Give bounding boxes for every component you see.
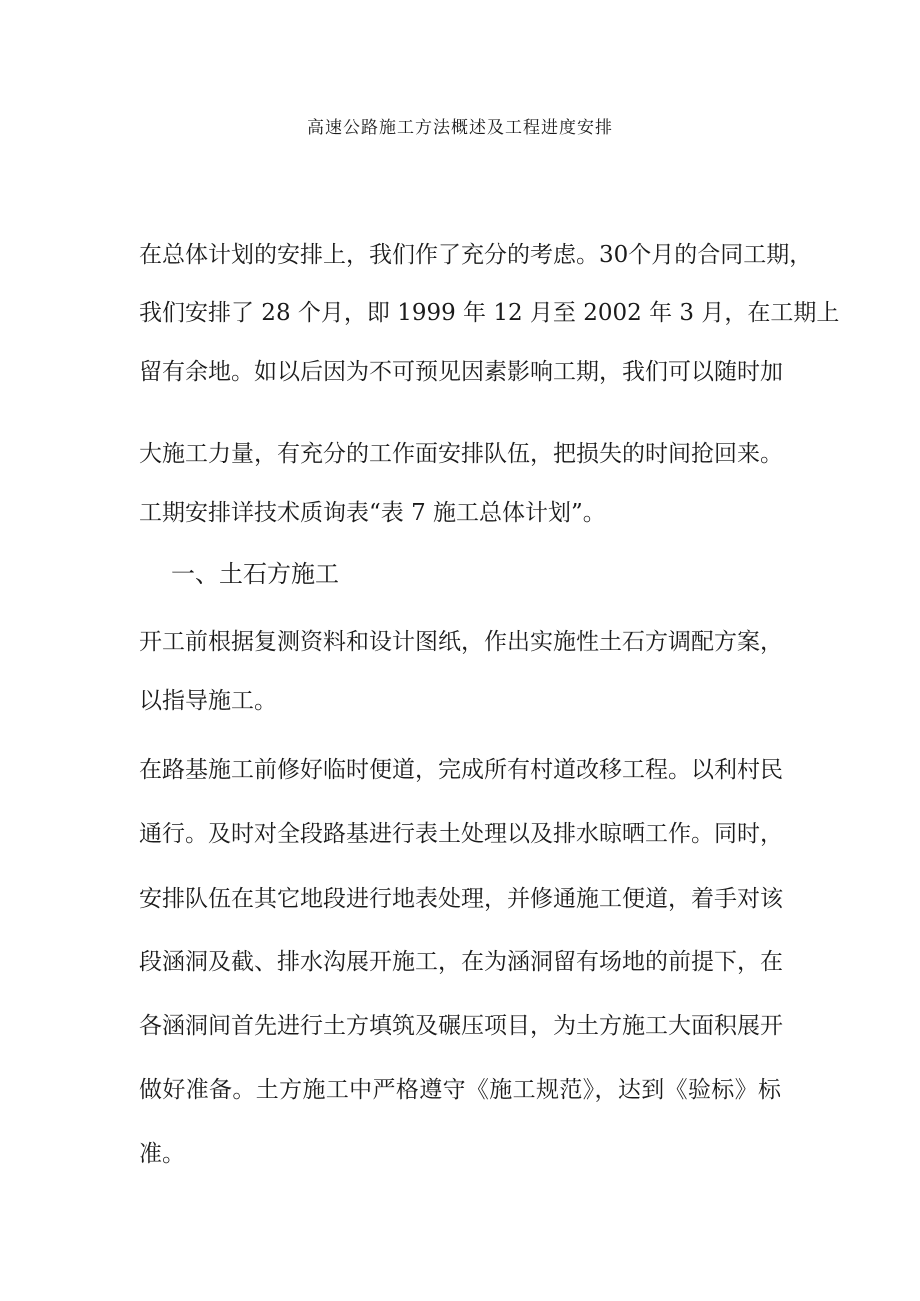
para2-line-5: 各涵洞间首先进行土方填筑及碾压项目，为土方施工大面积展开 — [139, 1013, 783, 1039]
intro-line-2: 我们安排了 28 个月，即 1999 年 12 月至 2002 年 3 月，在工期上 — [139, 300, 840, 326]
para1-line-2: 以指导施工。 — [139, 688, 277, 714]
para2-line-1: 在路基施工前修好临时便道，完成所有村道改移工程。以利村民 — [139, 757, 783, 783]
para2-line-3: 安排队伍在其它地段进行地表处理，并修通施工便道，着手对该 — [139, 886, 783, 912]
para2-line-7: 准。 — [139, 1141, 185, 1167]
para2-line-4: 段涵洞及截、排水沟展开施工，在为涵洞留有场地的前提下，在 — [139, 949, 783, 975]
para2-line-6: 做好准备。土方施工中严格遵守《施工规范》，达到《验标》标 — [139, 1077, 781, 1103]
para2-line-2: 通行。及时对全段路基进行表土处理以及排水晾晒工作。同时， — [139, 821, 783, 847]
para1-line-1: 开工前根据复测资料和设计图纸，作出实施性土石方调配方案， — [139, 629, 783, 655]
intro-line-4: 大施工力量，有充分的工作面安排队伍，把损失的时间抢回来。 — [139, 441, 783, 467]
section-heading: 一、土石方施工 — [171, 560, 339, 588]
intro-line-1: 在总体计划的安排上，我们作了充分的考虑。30个月的合同工期， — [139, 242, 813, 268]
intro-line-3: 留有余地。如以后因为不可预见因素影响工期，我们可以随时加 — [139, 359, 783, 385]
intro-line-5: 工期安排详技术质询表“表 7 施工总体计划”。 — [139, 500, 606, 526]
document-title: 高速公路施工方法概述及工程进度安排 — [307, 118, 613, 138]
